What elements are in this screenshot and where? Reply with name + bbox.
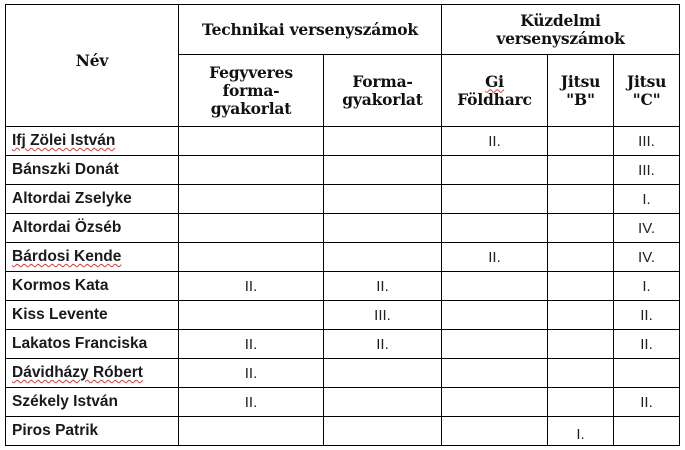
gi-cell	[442, 185, 548, 214]
gi-cell: II.	[442, 243, 548, 272]
gi-cell	[442, 359, 548, 388]
form-header: Forma-gyakorlat	[324, 55, 442, 127]
weapon-form-cell	[179, 301, 324, 330]
foldharc-word: Földharc	[457, 89, 532, 109]
weapon-form-header: Fegyveres forma-gyakorlat	[179, 55, 324, 127]
competitor-name: Bánszki Donát	[6, 156, 179, 185]
table-row	[6, 388, 680, 417]
weapon-form-cell	[179, 185, 324, 214]
table-row	[6, 330, 680, 359]
combat-events-group-header: Küzdelmi versenyszámok	[442, 5, 680, 55]
jitsu-c-cell: IV.	[614, 214, 680, 243]
form-cell	[324, 214, 442, 243]
competitor-name: Altordai Zselyke	[6, 185, 179, 214]
jitsu-b-cell: I.	[548, 417, 614, 446]
table-row	[6, 359, 680, 388]
competitor-name: Székely István	[6, 388, 179, 417]
jitsu-b-cell	[548, 272, 614, 301]
competitor-name: Piros Patrik	[6, 417, 179, 446]
weapon-form-cell: II.	[179, 359, 324, 388]
gi-cell	[442, 156, 548, 185]
table-row	[6, 272, 680, 301]
gi-cell	[442, 214, 548, 243]
competitor-name: Dávidházy Róbert	[6, 359, 179, 388]
table-row	[6, 127, 680, 156]
weapon-form-cell	[179, 243, 324, 272]
jitsu-c-cell: II.	[614, 388, 680, 417]
jitsu-c-cell: II.	[614, 330, 680, 359]
gi-cell	[442, 301, 548, 330]
jitsu-b-cell	[548, 243, 614, 272]
weapon-form-cell: II.	[179, 272, 324, 301]
jitsu-c-cell: III.	[614, 127, 680, 156]
jitsu-c-cell	[614, 417, 680, 446]
table-row	[6, 243, 680, 272]
table-row	[6, 417, 680, 446]
table-row	[6, 214, 680, 243]
form-cell: II.	[324, 330, 442, 359]
jitsu-b-cell	[548, 301, 614, 330]
jitsu-b-cell	[548, 156, 614, 185]
weapon-form-cell	[179, 156, 324, 185]
competitor-name: Ifj Zölei István	[6, 127, 179, 156]
weapon-form-cell: II.	[179, 388, 324, 417]
name-column-header: Név	[6, 5, 179, 127]
jitsu-b-header: Jitsu "B"	[548, 55, 614, 127]
form-cell: II.	[324, 272, 442, 301]
jitsu-c-cell: I.	[614, 272, 680, 301]
jitsu-c-cell: II.	[614, 301, 680, 330]
jitsu-b-cell	[548, 185, 614, 214]
table-row	[6, 156, 680, 185]
header-row-groups	[6, 5, 680, 55]
gi-cell	[442, 272, 548, 301]
weapon-form-cell	[179, 127, 324, 156]
competitor-name: Altordai Özséb	[6, 214, 179, 243]
form-cell	[324, 388, 442, 417]
jitsu-b-cell	[548, 214, 614, 243]
competitor-name: Kiss Levente	[6, 301, 179, 330]
gi-word: Gi	[485, 71, 504, 91]
table-row	[6, 185, 680, 214]
jitsu-c-cell	[614, 359, 680, 388]
gi-cell	[442, 417, 548, 446]
form-cell: III.	[324, 301, 442, 330]
table-row	[6, 301, 680, 330]
gi-cell	[442, 388, 548, 417]
jitsu-b-cell	[548, 359, 614, 388]
gi-cell: II.	[442, 127, 548, 156]
form-cell	[324, 417, 442, 446]
jitsu-c-header: Jitsu "C"	[614, 55, 680, 127]
jitsu-b-cell	[548, 330, 614, 359]
jitsu-c-cell: I.	[614, 185, 680, 214]
competitor-name: Kormos Kata	[6, 272, 179, 301]
form-cell	[324, 127, 442, 156]
form-cell	[324, 185, 442, 214]
jitsu-c-cell: III.	[614, 156, 680, 185]
form-cell	[324, 243, 442, 272]
technical-events-group-header: Technikai versenyszámok	[179, 5, 442, 55]
jitsu-b-cell	[548, 388, 614, 417]
competitor-name: Lakatos Franciska	[6, 330, 179, 359]
gi-ground-fight-header	[442, 55, 548, 127]
jitsu-c-cell: IV.	[614, 243, 680, 272]
weapon-form-cell	[179, 214, 324, 243]
results-table	[5, 4, 680, 446]
jitsu-b-cell	[548, 127, 614, 156]
form-cell	[324, 156, 442, 185]
gi-cell	[442, 330, 548, 359]
weapon-form-cell: II.	[179, 330, 324, 359]
weapon-form-cell	[179, 417, 324, 446]
competitor-name: Bárdosi Kende	[6, 243, 179, 272]
form-cell	[324, 359, 442, 388]
